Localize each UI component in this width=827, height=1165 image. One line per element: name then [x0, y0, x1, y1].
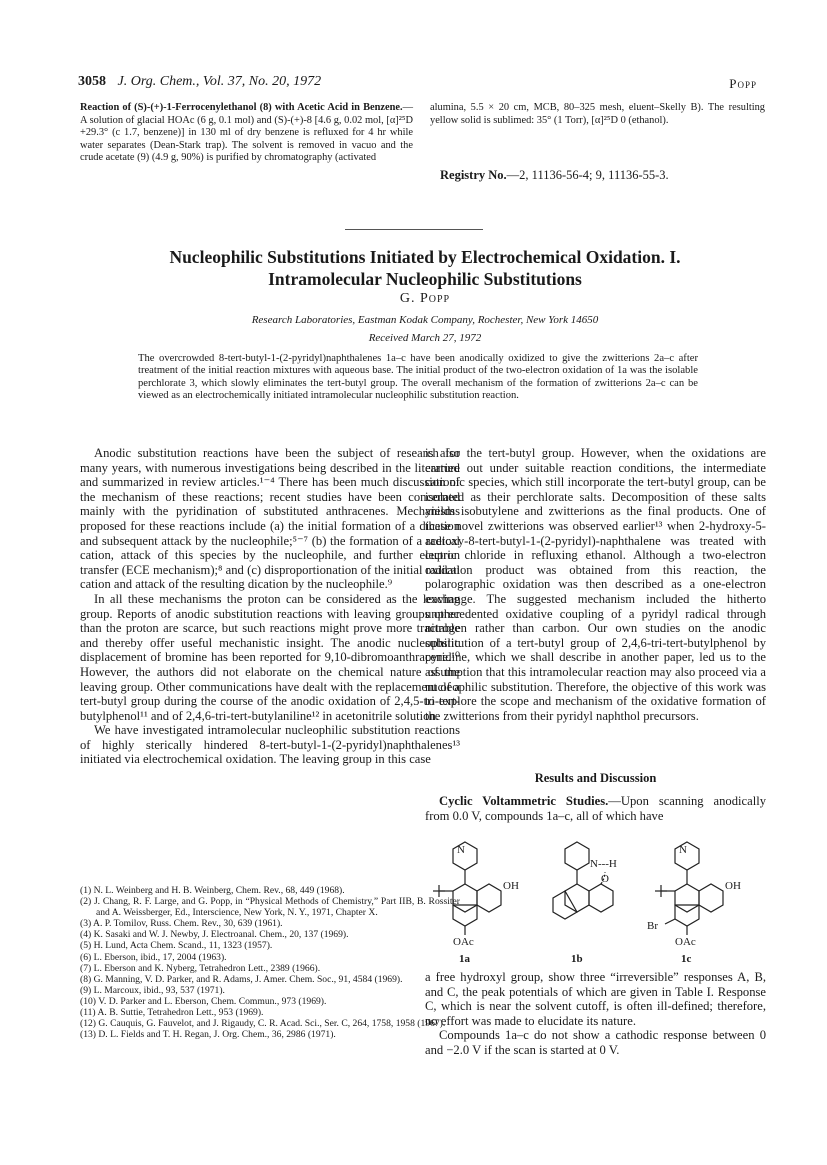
paragraph: a free hydroxyl group, show three “irreversible” responses A, B, and C, the peak potentials of which are given in Table I. Response C, which is near the solvent cutoff, is often ill-defined; therefore, no effort was made to elucidate its nature. [425, 970, 766, 1028]
registry-numbers [440, 168, 669, 183]
journal-citation: J. Org. Chem., Vol. 37, No. 20, 1972 [117, 74, 322, 89]
structure-label: 1a [459, 953, 470, 965]
atom-label: O [601, 873, 609, 885]
atom-label: N [679, 844, 687, 856]
reference-item: (3) A. P. Tomilov, Russ. Chem. Rev., 30, 639 (1961). [80, 918, 283, 930]
paragraph: Anodic substitution reactions have been the subject of research for many years, with numerous investigations being described in the literature and summarized in review articles.¹⁻⁴ There has been much discussion of the mechanism of these reactions; recent studies have been concerned mainly with the pyridination of substituted anthracenes. Mechanisms proposed for these reactions include (a) the initial formation of a dication and subsequent attack by the nucleophile;⁵⁻⁷ (b) the formation of a radical cation, attack of this species by the nucleophile, and further electron transfer (ECE mechanism);⁸ and (c) disproportionation of the initial radical cation and attack of the resulting dication by the nucleophile.⁹ [80, 446, 460, 592]
page-header [78, 74, 321, 90]
body-left-column [80, 446, 460, 767]
title-line-2: Intramolecular Nucleophilic Substitutions [268, 269, 582, 289]
article-title [80, 246, 770, 290]
reference-item: (13) D. L. Fields and T. H. Regan, J. Org. Chem., 36, 2986 (1971). [80, 1029, 336, 1041]
cv-text: —Upon scanning anodically from 0.0 V, compounds 1a–c, all of which have [425, 794, 766, 823]
reference-item: (1) N. L. Weinberg and H. B. Weinberg, Chem. Rev., 68, 449 (1968). [80, 885, 345, 896]
reference-item: (9) L. Marcoux, ibid., 93, 537 (1971). [80, 984, 225, 996]
reference-item: (2) J. Chang, R. F. Large, and G. Popp, in “Physical Methods of Chemistry,” Part IIB, B. Rossiter and A. Weissberger, Ed., Interscience, New York, N. Y., 1971, Chapter X. [80, 896, 460, 919]
experimental-text: —A solution of glacial HOAc (6 g, 0.1 mol) and (S)-(+)-8 [4.6 g, 0.02 mol, [α]²⁵D +29.3° (c 1.7, benzene)] in 130 ml of dry benzene is refluxed for 4 hr while water separates (Dean-Stark trap). The solvent is removed in vacuo and the crude acetate (9) (4.9 g, 90%) is purified by chromatography (activated [80, 102, 413, 164]
experimental-lead: Reaction of (S)-(+)-1-Ferrocenylethanol (8) with Acetic Acid in Benzene. [80, 102, 403, 113]
experimental-continuation: alumina, 5.5 × 20 cm, MCB, 80–325 mesh, eluent–Skelly B). The resulting yellow solid is sublimed: 35° (1 Torr), [α]²⁵D 0 (ethanol). [430, 102, 765, 126]
reference-item: (11) A. B. Suttie, Tetrahedron Lett., 953 (1969). [80, 1007, 264, 1019]
title-line-1: Nucleophilic Substitutions Initiated by Electrochemical Oxidation. I. [169, 247, 681, 267]
author: G. Popp [399, 291, 451, 306]
atom-label: OH [725, 880, 741, 892]
cv-lead: Cyclic Voltammetric Studies. [439, 794, 609, 808]
atom-label: N---H [590, 858, 617, 870]
structure-label: 1c [681, 953, 692, 965]
running-head: Popp [729, 76, 757, 91]
reference-item: (4) K. Sasaki and W. J. Newby, J. Electroanal. Chem., 20, 137 (1969). [80, 929, 349, 941]
structure-label: 1b [571, 953, 583, 965]
section-divider [345, 229, 483, 230]
reference-item: (7) L. Eberson and K. Nyberg, Tetrahedron Lett., 2389 (1966). [80, 962, 321, 974]
paragraph: Compounds 1a–c do not show a cathodic response between 0 and −2.0 V if the scan is started at 0 V. [425, 1028, 766, 1057]
registry-text: —2, 11136-56-4; 9, 11136-55-3. [506, 168, 669, 182]
affiliation: Research Laboratories, Eastman Kodak Company, Rochester, New York 14650 [251, 314, 599, 326]
paragraph: is also the tert-butyl group. However, when the oxidations are carried out under suitable reaction conditions, the intermediate cationic species, which still incorporate the tert-butyl group, can be isolated as their perchlorate salts. Decomposition of these salts yields isobutylene and zwitterions as the final products. One of these novel zwitterions was observed earlier¹³ when 2-hydroxy-5-acetoxy-8-tert-butyl-1-(2-pyridyl)-naphthalene was treated with cupric chloride in refluxing ethanol. Although a two-electron oxidation product was obtained from this reaction, the polarographic oxidation was then described as a one-electron exchange. The suggested mechanism included the hitherto unprecedented oxidative coupling of a pyridyl radical through nitrogen rather than carbon. Our own studies on the anodic substitution of a tert-butyl group of 2,4,6-tri-tert-butylphenol by pyridine, which we shall describe in another paper, led us to the assumption that this intramolecular reaction may also proceed via a nucleophilic substitution. Therefore, the objective of this work was to explore the scope and mechanism of the oxidative formation of the zwitterions from their pyridyl naphthol precursors. [425, 446, 766, 723]
section-heading: Results and Discussion [534, 771, 657, 785]
atom-label: Br [647, 920, 658, 932]
atom-label: OH [503, 880, 519, 892]
experimental-paragraph [80, 102, 413, 165]
abstract: The overcrowded 8-tert-butyl-1-(2-pyridyl)naphthalenes 1a–c have been anodically oxidized to give the zwitterions 2a–c after treatment of the initial reaction mixtures with aqueous base. The initial product of the two-electron oxidation of 1a was the isolable perchlorate 3, which slowly eliminates the tert-butyl group. The overall mechanism of the formation of zwitterions 2a–c can be viewed as an electrochemically initiated intramolecular nucleophilic substitution reaction. [138, 353, 698, 402]
cv-paragraph [425, 794, 766, 823]
page-number: 3058 [78, 74, 106, 89]
paragraph: In all these mechanisms the proton can be considered as the leaving group. Reports of anodic substitution reactions with leaving groups other than the proton are scarce, but such reactions might prove more tractable and thereby offer useful mechanistic insight. The anodic nucleophilic displacement of bromine has been reported for 9,10-dibromoanthracene.¹⁰ However, the authors did not elaborate on the chemical nature of the leaving group. Other communications have dealt with the replacement of a tert-butyl group during the course of the anodic oxidation of 2,4,5-tri-tert-butylphenol¹¹ and of 2,4,6-tri-tert-butylaniline¹² in acetonitrile solution. [80, 591, 460, 723]
reference-item: (12) G. Cauquis, G. Fauvelot, and J. Rigaudy, C. R. Acad. Sci., Ser. C, 264, 1758, 1958 (1967). [80, 1018, 446, 1030]
paragraph: We have investigated intramolecular nucleophilic substitution reactions of highly sterically hindered 8-tert-butyl-1-(2-pyridyl)naphthalenes¹³ initiated via electrochemical oxidation. The leaving group in this case [80, 723, 460, 767]
reference-item: (6) L. Eberson, ibid., 17, 2004 (1963). [80, 951, 227, 963]
registry-label: Registry No. [440, 168, 507, 182]
atom-label: OAc [453, 936, 474, 948]
atom-label: OAc [675, 936, 696, 948]
chemical-structures [425, 840, 770, 965]
reference-item: (8) G. Manning, V. D. Parker, and R. Adams, J. Amer. Chem. Soc., 91, 4584 (1969). [80, 973, 403, 985]
references [80, 885, 460, 1040]
body-right-continued [425, 970, 766, 1058]
reference-item: (10) V. D. Parker and L. Eberson, Chem. Commun., 973 (1969). [80, 995, 327, 1007]
atom-label: N [457, 844, 465, 856]
body-right-column [425, 446, 766, 723]
received-date: Received March 27, 1972 [368, 332, 482, 344]
reference-item: (5) H. Lund, Acta Chem. Scand., 11, 1323 (1957). [80, 940, 273, 952]
